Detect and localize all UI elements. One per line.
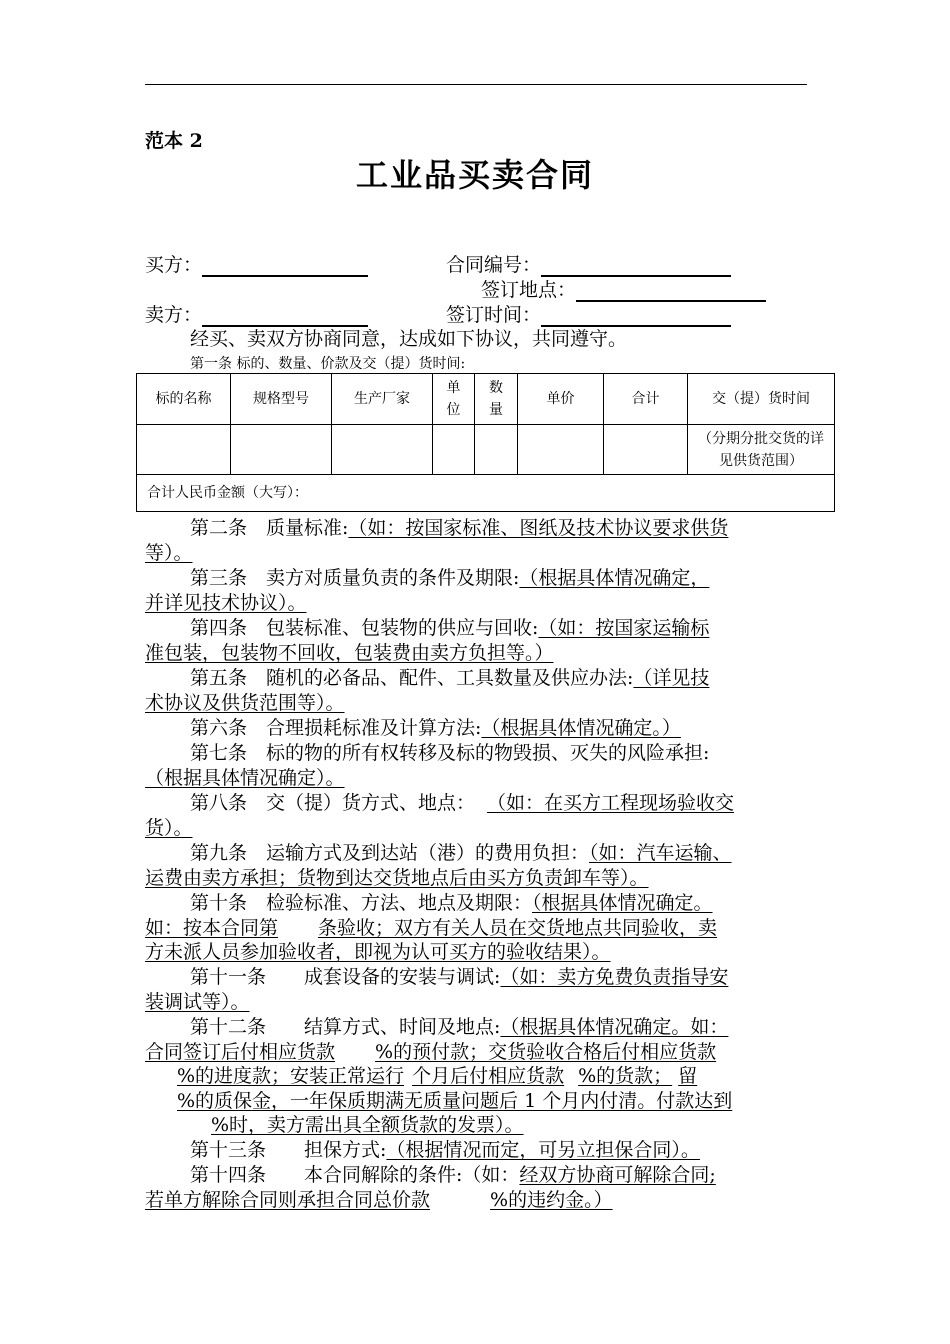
table-total-row: [137, 475, 835, 512]
sign-place-label: 签订地点：: [481, 279, 577, 301]
table-cell[interactable]: [137, 425, 231, 475]
article-content: （如：卖方免费负责指导安: [500, 966, 729, 988]
article-content: （如：按国家标准、图纸及技术协议要求供货: [348, 517, 729, 539]
seller-field[interactable]: [145, 300, 368, 327]
header-cell: 单价: [518, 374, 604, 425]
article-title: 第十四条 本合同解除的条件:: [190, 1164, 463, 1186]
goods-table: [136, 373, 835, 512]
buyer-field[interactable]: [145, 250, 368, 277]
article-3: [145, 566, 807, 615]
article-6: [145, 716, 807, 741]
header-cell: 数量: [475, 374, 518, 425]
article-content: 运费由卖方承担；货物到达交货地点后由买方负责卸车等）。: [145, 866, 649, 889]
article-content: %的进度款；安装正常运行: [177, 1065, 405, 1088]
article-content: 条验收；双方有关人员在交货地点共同验收，卖: [318, 916, 718, 939]
article-1-title: 第一条 标的、数量、价款及交（提）货时间:: [190, 356, 466, 372]
article-content: 留: [678, 1065, 698, 1088]
header-cell: 标的名称: [137, 374, 231, 425]
article-content: %的预付款；交货验收合格后付相应货款: [375, 1040, 717, 1063]
article-title: 第十二条 结算方式、时间及地点:: [190, 1016, 501, 1038]
article-10: [145, 891, 807, 965]
article-content: （根据具体情况确定。如：: [500, 1016, 729, 1038]
article-title: 第十条 检验标准、方法、地点及期限：: [190, 892, 533, 914]
article-title: 第二条 质量标准:: [190, 517, 349, 539]
article-content: （如：在买方工程现场验收交: [487, 792, 735, 814]
article-title: 第五条 随机的必备品、配件、工具数量及供应办法:: [190, 667, 634, 689]
article-content: 方未派人员参加验收者，即视为认可买方的验收结果）。: [145, 941, 611, 964]
article-4: [145, 616, 807, 665]
article-12: [145, 1015, 807, 1138]
table-cell[interactable]: [518, 425, 604, 475]
table-cell[interactable]: [332, 425, 433, 475]
document-title: 工业品买卖合同: [355, 156, 594, 194]
article-content: （详见技: [633, 667, 710, 689]
article-8: [145, 791, 807, 840]
sample-label: 范本 2: [145, 130, 203, 152]
table-header-row: [137, 374, 835, 425]
table-row: [137, 425, 835, 475]
article-content: （根据具体情况确定。）: [481, 717, 681, 739]
article-content: 术协议及供货范围等）。: [145, 691, 345, 714]
header-cell: 单位: [433, 374, 475, 425]
article-content: %的违约金。）: [490, 1188, 613, 1211]
intro-text: 经买、卖双方协商同意，达成如下协议，共同遵守。: [190, 328, 628, 350]
buyer-blank[interactable]: [202, 255, 368, 277]
article-7: [145, 741, 807, 790]
total-amount-label: 合计人民币金额（大写）：: [137, 475, 835, 512]
article-content: 个月后付相应货款: [412, 1065, 565, 1088]
article-content: %的货款；: [578, 1065, 673, 1088]
buyer-label: 买方：: [145, 254, 203, 276]
article-13: [145, 1138, 807, 1163]
article-title: 第八条 交（提）货方式、地点：: [190, 792, 476, 814]
article-14: [145, 1163, 807, 1212]
article-content: （根据具体情况确定，: [519, 567, 710, 589]
header-cell: 合计: [604, 374, 688, 425]
sign-place-field[interactable]: [481, 275, 766, 302]
article-title: 第四条 包装标准、包装物的供应与回收:: [190, 617, 539, 639]
article-content: 装调试等）。: [145, 990, 250, 1013]
sign-time-field[interactable]: [446, 300, 731, 327]
article-content: 等）。: [145, 541, 193, 564]
article-2: [145, 516, 807, 565]
table-cell[interactable]: [231, 425, 332, 475]
article-content: %的质保金，一年保质期满无质量问题后 1 个月内付清。付款达到: [177, 1089, 733, 1112]
article-content: （根据情况而定，可另立担保合同）。: [386, 1139, 700, 1161]
article-content: （如：: [462, 1164, 520, 1186]
article-content: 货）。: [145, 816, 193, 839]
header-cell: 生产厂家: [332, 374, 433, 425]
seller-label: 卖方：: [145, 304, 203, 326]
contract-no-blank[interactable]: [541, 255, 731, 277]
article-content: 经双方协商可解除合同;: [519, 1164, 716, 1186]
article-title: 第六条 合理损耗标准及计算方法:: [190, 717, 482, 739]
article-content: 准包装，包装物不回收，包装费由卖方负担等。）: [145, 641, 554, 664]
article-content: （根据具体情况确定）。: [145, 766, 345, 789]
article-content: %时，卖方需出具全额货款的发票）。: [211, 1114, 524, 1137]
article-content: （根据具体情况确定。: [532, 892, 713, 914]
sign-time-label: 签订时间：: [446, 304, 542, 326]
article-content: 并详见技术协议）。: [145, 591, 307, 614]
article-title: 第十三条 担保方式:: [190, 1139, 387, 1161]
contract-no-label: 合同编号：: [446, 254, 542, 276]
delivery-note: （分期分批交货的详见供货范围）: [688, 425, 835, 475]
article-content: （如：按国家运输标: [538, 617, 710, 639]
article-9: [145, 841, 807, 890]
sign-place-blank[interactable]: [576, 280, 766, 302]
article-5: [145, 666, 807, 715]
header-cell: 交（提）货时间: [688, 374, 835, 425]
article-title: 第七条 标的物的所有权转移及标的物毁损、灭失的风险承担:: [190, 742, 710, 764]
article-content: 合同签订后付相应货款: [145, 1040, 336, 1063]
article-content: （如：汽车运输、: [589, 842, 732, 864]
article-11: [145, 965, 807, 1014]
article-title: 第九条 运输方式及到达站（港）的费用负担：: [190, 842, 590, 864]
article-content: 若单方解除合同则承担合同总价款: [145, 1188, 431, 1211]
article-content: 如：按本合同第: [145, 916, 279, 939]
header-rule: [145, 84, 807, 85]
header-cell: 规格型号: [231, 374, 332, 425]
contract-no-field[interactable]: [446, 250, 731, 277]
table-cell[interactable]: [475, 425, 518, 475]
article-title: 第十一条 成套设备的安装与调试:: [190, 966, 501, 988]
table-cell[interactable]: [433, 425, 475, 475]
table-cell[interactable]: [604, 425, 688, 475]
article-title: 第三条 卖方对质量负责的条件及期限:: [190, 567, 520, 589]
